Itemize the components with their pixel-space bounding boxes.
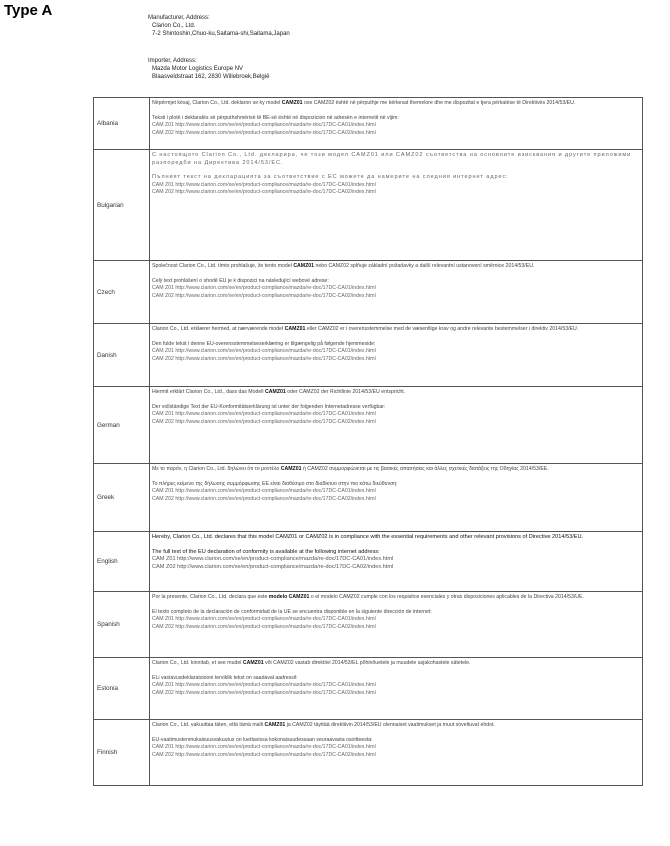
- declaration-cell: [150, 532, 643, 592]
- language-cell: [94, 532, 150, 592]
- model-name: CAMZ01: [264, 722, 286, 728]
- language-cell: [94, 464, 150, 532]
- doc-link-camz01[interactable]: CAM Z01 http://www.clarion.com/xe/en/product-compliance/mazda/re-doc/17DC-CA01/index.html: [152, 488, 376, 495]
- declaration-cell: [150, 592, 643, 658]
- language-label: Spanish: [97, 621, 120, 628]
- statement-start: Hereby, Clarion Co., Ltd. declares that this model CAMZ01 or CAMZ02 is in compliance with the essential requirements and other relevant provisions of Directive 2014/53/EU.: [152, 534, 584, 540]
- language-label: German: [97, 421, 120, 429]
- language-cell: [94, 592, 150, 658]
- language-cell: [94, 387, 150, 464]
- manufacturer-heading: Manufacturer, Address:: [148, 15, 210, 21]
- language-cell: [94, 324, 150, 387]
- declaration-cell: [150, 387, 643, 464]
- full-text-notice: Teksti i plotë i deklaratës së përputhshmërisë të BE-së është në dispozicion në adresën e internetit në vijim:: [152, 114, 399, 121]
- declaration-cell: [150, 98, 643, 150]
- doc-link-camz01[interactable]: CAM Z01 http://www.clarion.com/xe/en/product-compliance/mazda/re-doc/17DC-CA01/index.html: [152, 682, 376, 689]
- language-label: Danish: [97, 351, 117, 359]
- table-row: [94, 720, 643, 786]
- model-name: CAMZ01: [284, 326, 306, 332]
- model-name: modelo CAMZ01: [268, 594, 310, 600]
- language-cell: [94, 98, 150, 150]
- declaration-cell: [150, 324, 643, 387]
- statement-end: eller CAMZ02 er i overensstemmelse med de væsentlige krav og andre relevante bestemmelser i direktiv 2014/53/EU.: [306, 326, 579, 332]
- table-row: [94, 324, 643, 387]
- doc-link-camz02[interactable]: CAM Z02 http://www.clarion.com/xe/en/product-compliance/mazda/re-doc/17DC-CA02/index.html: [152, 623, 376, 630]
- language-cell: [94, 658, 150, 720]
- language-label: Greek: [97, 494, 115, 501]
- doc-link-camz02[interactable]: CAM Z02 http://www.clarion.com/xe/en/product-compliance/mazda/re-doc/17DC-CA02/index.html: [152, 129, 376, 136]
- importer-address: [148, 57, 269, 81]
- table-row: [94, 98, 643, 150]
- declaration-statement: [152, 152, 640, 167]
- doc-link-camz01[interactable]: CAM Z01 http://www.clarion.com/xe/en/product-compliance/mazda/re-doc/17DC-CA01/index.html: [152, 181, 376, 188]
- doc-link-camz01[interactable]: CAM Z01 http://www.clarion.com/xe/en/product-compliance/mazda/re-doc/17DC-CA01/index.html: [152, 744, 376, 751]
- model-name: CAMZ01: [281, 100, 303, 106]
- doc-link-camz02[interactable]: CAM Z02 http://www.clarion.com/xe/en/product-compliance/mazda/re-doc/17DC-CA02/index.html: [152, 355, 376, 362]
- statement-start: Hiermit erklärt Clarion Co., Ltd., dass das Modell: [152, 389, 264, 395]
- model-name: CAMZ01: [265, 389, 286, 395]
- declaration-statement: [152, 466, 640, 474]
- statement-end: ose CAMZ02 është në përputhje me kërkesat themelore dhe me dispozitat e tjera përkatëse të Direktivës 2014/53/EU.: [303, 100, 576, 106]
- full-text-notice: ELi vastavusdeklaratsiooni terviklik tekst on saadaval aadressil:: [152, 674, 298, 681]
- statement-start: Clarion Co., Ltd. vakuuttaa täten, että tämä malli: [152, 722, 264, 728]
- manufacturer-address: [148, 14, 290, 38]
- declaration-cell: [150, 150, 643, 261]
- language-label: Albania: [97, 120, 119, 127]
- statement-start: С настоящото Clarion Co., Ltd. декларира, че този модел CAMZ01 или CAMZ02 съответства на основните изисквания и другите приложими разпоредби на Директива 2014/53/ЕС.: [152, 152, 632, 166]
- statement-end: ή CAMZ02 συμμορφώνεται με τις βασικές απαιτήσεις και άλλες σχετικές διατάξεις της Οδηγίας 2014/53/ΕΕ.: [302, 466, 549, 472]
- declaration-cell: [150, 261, 643, 324]
- declaration-statement: [152, 534, 640, 542]
- declaration-statement: [152, 326, 640, 334]
- full-text-notice: Der vollständige Text der EU-Konformitätserklärung ist unter der folgenden Internetadresse verfügbar:: [152, 403, 386, 410]
- statement-start: Με το παρόν, η Clarion Co., Ltd. δηλώνει ότι το μοντέλο: [152, 466, 280, 472]
- declaration-cell: [150, 658, 643, 720]
- full-text-notice: Пълният текст на декларацията за съответствие с ЕС можете да намерите на следния интернет адрес:: [152, 174, 509, 181]
- doc-link-camz02[interactable]: CAM Z02 http://www.clarion.com/xe/en/product-compliance/mazda/re-doc/17DC-CA02/index.html: [152, 418, 376, 425]
- doc-link-camz01[interactable]: CAM Z01 http://www.clarion.com/xe/en/product-compliance/mazda/re-doc/17DC-CA01/index.html: [152, 556, 394, 563]
- doc-link-camz01[interactable]: CAM Z01 http://www.clarion.com/xe/en/product-compliance/mazda/re-doc/17DC-CA01/index.html: [152, 285, 376, 292]
- model-name: CAMZ01: [293, 263, 315, 269]
- statement-start: Clarion Co., Ltd. erklærer hermed, at nærværende model: [152, 326, 284, 332]
- table-row: [94, 532, 643, 592]
- statement-end: nebo CAMZ02 splňuje základní požadavky a další relevantní ustanovení směrnice 2014/53/EU.: [315, 263, 535, 269]
- table-row: [94, 464, 643, 532]
- manufacturer-name: Clarion Co., Ltd.: [152, 23, 196, 29]
- doc-link-camz01[interactable]: CAM Z01 http://www.clarion.com/xe/en/product-compliance/mazda/re-doc/17DC-CA01/index.html: [152, 122, 376, 129]
- language-label: Bulgarian: [97, 201, 124, 209]
- statement-end: või CAMZ02 vastab direktiivi 2014/53/EL põhinõuetele ja muudele asjakohastele sätetele.: [265, 660, 471, 666]
- declaration-statement: [152, 389, 640, 397]
- doc-link-camz02[interactable]: CAM Z02 http://www.clarion.com/xe/en/product-compliance/mazda/re-doc/17DC-CA02/index.html: [152, 189, 376, 196]
- declaration-statement: [152, 722, 640, 730]
- model-name: CAMZ01: [242, 660, 264, 666]
- full-text-notice: EU-vaatimustenmukaisuusvakuutus on luettavissa kokonaisuudessaan seuraavasta osoitteesta:: [152, 736, 373, 743]
- language-cell: [94, 261, 150, 324]
- doc-link-camz02[interactable]: CAM Z02 http://www.clarion.com/xe/en/product-compliance/mazda/re-doc/17DC-CA02/index.html: [152, 495, 376, 502]
- statement-end: oder CAMZ02 der Richtlinie 2014/53/EU entspricht.: [287, 389, 406, 395]
- statement-start: Společnost Clarion Co., Ltd. tímto prohlašuje, že tento model: [152, 263, 292, 269]
- doc-link-camz02[interactable]: CAM Z02 http://www.clarion.com/xe/en/product-compliance/mazda/re-doc/17DC-CA02/index.html: [152, 751, 376, 758]
- statement-end: ja CAMZ02 täyttää direktiivin 2014/53/EU olennaiset vaatimukset ja muut soveltuvat ehdot.: [286, 722, 495, 728]
- language-cell: [94, 150, 150, 261]
- declaration-statement: [152, 660, 640, 668]
- table-row: [94, 387, 643, 464]
- doc-link-camz01[interactable]: CAM Z01 http://www.clarion.com/xe/en/product-compliance/mazda/re-doc/17DC-CA01/index.html: [152, 411, 376, 418]
- table-row: [94, 150, 643, 261]
- statement-start: Nëpërmjet kësaj, Clarion Co., Ltd. deklaron se ky model: [152, 100, 281, 106]
- importer-heading: Importer, Address:: [148, 58, 197, 64]
- statement-start: Por la presente, Clarion Co., Ltd. declara que este: [152, 594, 268, 600]
- doc-link-camz01[interactable]: CAM Z01 http://www.clarion.com/xe/en/product-compliance/mazda/re-doc/17DC-CA01/index.html: [152, 616, 376, 623]
- table-row: [94, 261, 643, 324]
- doc-link-camz02[interactable]: CAM Z02 http://www.clarion.com/xe/en/product-compliance/mazda/re-doc/17DC-CA02/index.html: [152, 563, 394, 570]
- declaration-table: [93, 97, 643, 786]
- doc-link-camz02[interactable]: CAM Z02 http://www.clarion.com/xe/en/product-compliance/mazda/re-doc/17DC-CA02/index.html: [152, 292, 376, 299]
- importer-name: Mazda Motor Logistics Europe NV: [152, 66, 244, 72]
- full-text-notice: Den fulde tekst i denne EU-overensstemmelseserklæring er tilgængelig på følgende hjemmeside:: [152, 340, 376, 347]
- language-label: Czech: [97, 288, 115, 296]
- language-cell: [94, 720, 150, 786]
- declaration-statement: [152, 100, 640, 108]
- declaration-cell: [150, 720, 643, 786]
- manufacturer-street: 7-2 Shintoshin,Chuo-ku,Saitama-shi,Saitama,Japan: [152, 31, 290, 37]
- type-label: Type A: [4, 2, 53, 19]
- declaration-statement: [152, 594, 640, 602]
- language-label: Finnish: [97, 749, 118, 756]
- statement-start: Clarion Co., Ltd. kinnitab, et see mudel: [152, 660, 242, 666]
- doc-link-camz01[interactable]: CAM Z01 http://www.clarion.com/xe/en/product-compliance/mazda/re-doc/17DC-CA01/index.html: [152, 348, 376, 355]
- doc-link-camz02[interactable]: CAM Z02 http://www.clarion.com/xe/en/product-compliance/mazda/re-doc/17DC-CA02/index.html: [152, 689, 376, 696]
- importer-street: Blaasveldstraat 162, 2830 Willebroek,België: [152, 74, 270, 80]
- full-text-notice: The full text of the EU declaration of conformity is available at the following internet address:: [152, 548, 380, 555]
- full-text-notice: El texto completo de la declaración de conformidad de la UE se encuentra disponible en la siguiente dirección de internet:: [152, 608, 432, 615]
- language-label: English: [97, 558, 118, 565]
- declaration-cell: [150, 464, 643, 532]
- full-text-notice: Το πλήρες κείμενο της δήλωσης συμμόρφωσης ΕΕ είναι διαθέσιμο στο διαδίκτυο στην πιο κάτω διεύθυνση:: [152, 480, 398, 487]
- statement-end: o el modelo CAMZ02 cumple con los requisitos esenciales y otras disposiciones aplicables de la Directiva 2014/53/UE.: [310, 594, 584, 600]
- model-name: CAMZ01: [280, 466, 302, 472]
- language-label: Estonia: [97, 685, 119, 692]
- table-row: [94, 592, 643, 658]
- table-row: [94, 658, 643, 720]
- full-text-notice: Celý text prohlášení o shodě EU je k dispozici na následující webové adrese:: [152, 277, 329, 284]
- declaration-statement: [152, 263, 640, 271]
